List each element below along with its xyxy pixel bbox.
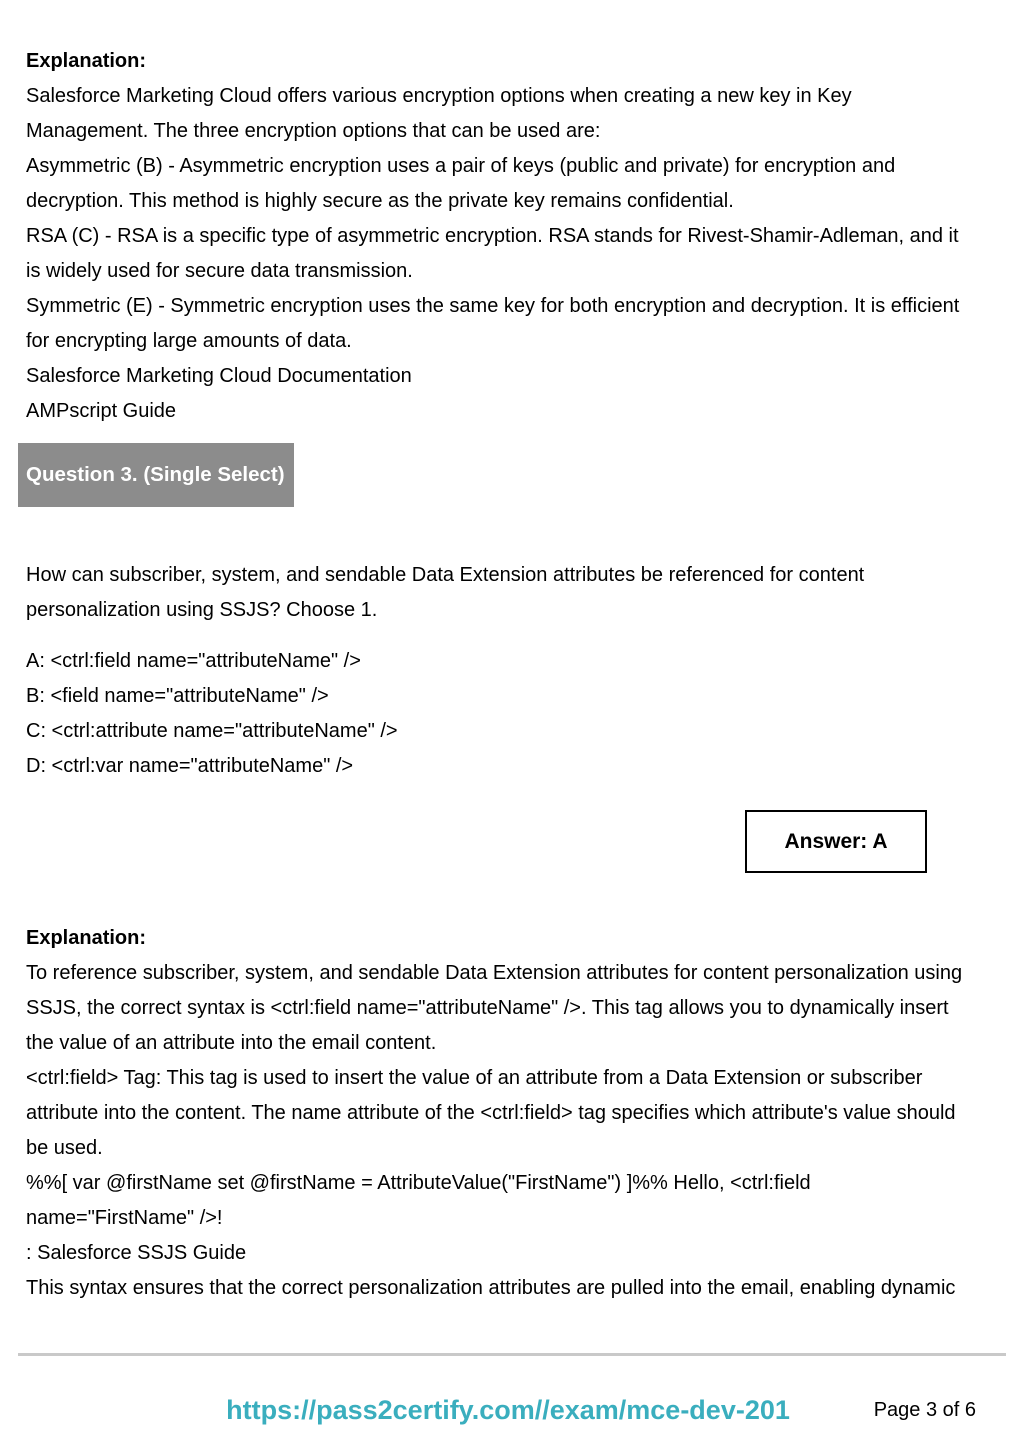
answer-option-a: A: <ctrl:field name="attributeName" /> bbox=[26, 650, 361, 672]
explanation-heading: Explanation: bbox=[26, 927, 147, 949]
explanation-line: : Salesforce SSJS Guide bbox=[26, 1242, 247, 1264]
explanation-line: Salesforce Marketing Cloud offers various encryption options when creating a new key in Key bbox=[26, 85, 852, 107]
answer-box: Answer: A bbox=[745, 810, 927, 873]
footer-link[interactable]: https://pass2certify.com//exam/mce-dev-201 bbox=[226, 1395, 790, 1425]
page-number: Page 3 of 6 bbox=[873, 1399, 976, 1421]
explanation-line: SSJS, the correct syntax is <ctrl:field name="attributeName" />. This tag allows you to dynamically insert bbox=[26, 997, 949, 1019]
explanation-line: RSA (C) - RSA is a specific type of asymmetric encryption. RSA stands for Rivest-Shamir-Adleman, and it bbox=[26, 225, 959, 247]
explanation-line: This syntax ensures that the correct personalization attributes are pulled into the email, enabling dynamic bbox=[26, 1277, 956, 1299]
footer-divider bbox=[18, 1353, 1006, 1356]
explanation-line: AMPscript Guide bbox=[26, 400, 177, 422]
explanation-line: decryption. This method is highly secure as the private key remains confidential. bbox=[26, 190, 734, 212]
question-prompt-line: personalization using SSJS? Choose 1. bbox=[26, 599, 378, 621]
answer-option-b: B: <field name="attributeName" /> bbox=[26, 685, 329, 707]
answer-options bbox=[26, 644, 990, 784]
explanation-line: Salesforce Marketing Cloud Documentation bbox=[26, 365, 412, 387]
explanation-line: is widely used for secure data transmission. bbox=[26, 260, 413, 282]
explanation-line: for encrypting large amounts of data. bbox=[26, 330, 352, 352]
explanation-line: be used. bbox=[26, 1137, 103, 1159]
explanation-line: Management. The three encryption options that can be used are: bbox=[26, 120, 601, 142]
explanation-line: To reference subscriber, system, and sendable Data Extension attributes for content personalization using bbox=[26, 962, 963, 984]
explanation-line: Asymmetric (B) - Asymmetric encryption uses a pair of keys (public and private) for encryption and bbox=[26, 155, 896, 177]
question-header-badge: Question 3. (Single Select) bbox=[18, 443, 294, 507]
question-prompt bbox=[26, 558, 990, 628]
explanation-heading: Explanation: bbox=[26, 50, 147, 72]
explanation-line: the value of an attribute into the email content. bbox=[26, 1032, 437, 1054]
question-prompt-line: How can subscriber, system, and sendable Data Extension attributes be referenced for content bbox=[26, 564, 865, 586]
answer-option-c: C: <ctrl:attribute name="attributeName" /> bbox=[26, 720, 398, 742]
explanation-line: name="FirstName" />! bbox=[26, 1207, 223, 1229]
explanation-line: <ctrl:field> Tag: This tag is used to insert the value of an attribute from a Data Extension or subscriber bbox=[26, 1067, 923, 1089]
explanation-line: Symmetric (E) - Symmetric encryption uses the same key for both encryption and decryption. It is efficient bbox=[26, 295, 960, 317]
explanation-line: %%[ var @firstName set @firstName = AttributeValue("FirstName") ]%% Hello, <ctrl:field bbox=[26, 1172, 811, 1194]
answer-option-d: D: <ctrl:var name="attributeName" /> bbox=[26, 755, 354, 777]
explanation-section-2 bbox=[26, 921, 990, 1306]
footer bbox=[26, 1388, 990, 1428]
explanation-line: attribute into the content. The name attribute of the <ctrl:field> tag specifies which attribute's value should bbox=[26, 1102, 956, 1124]
explanation-section-1 bbox=[26, 44, 990, 429]
